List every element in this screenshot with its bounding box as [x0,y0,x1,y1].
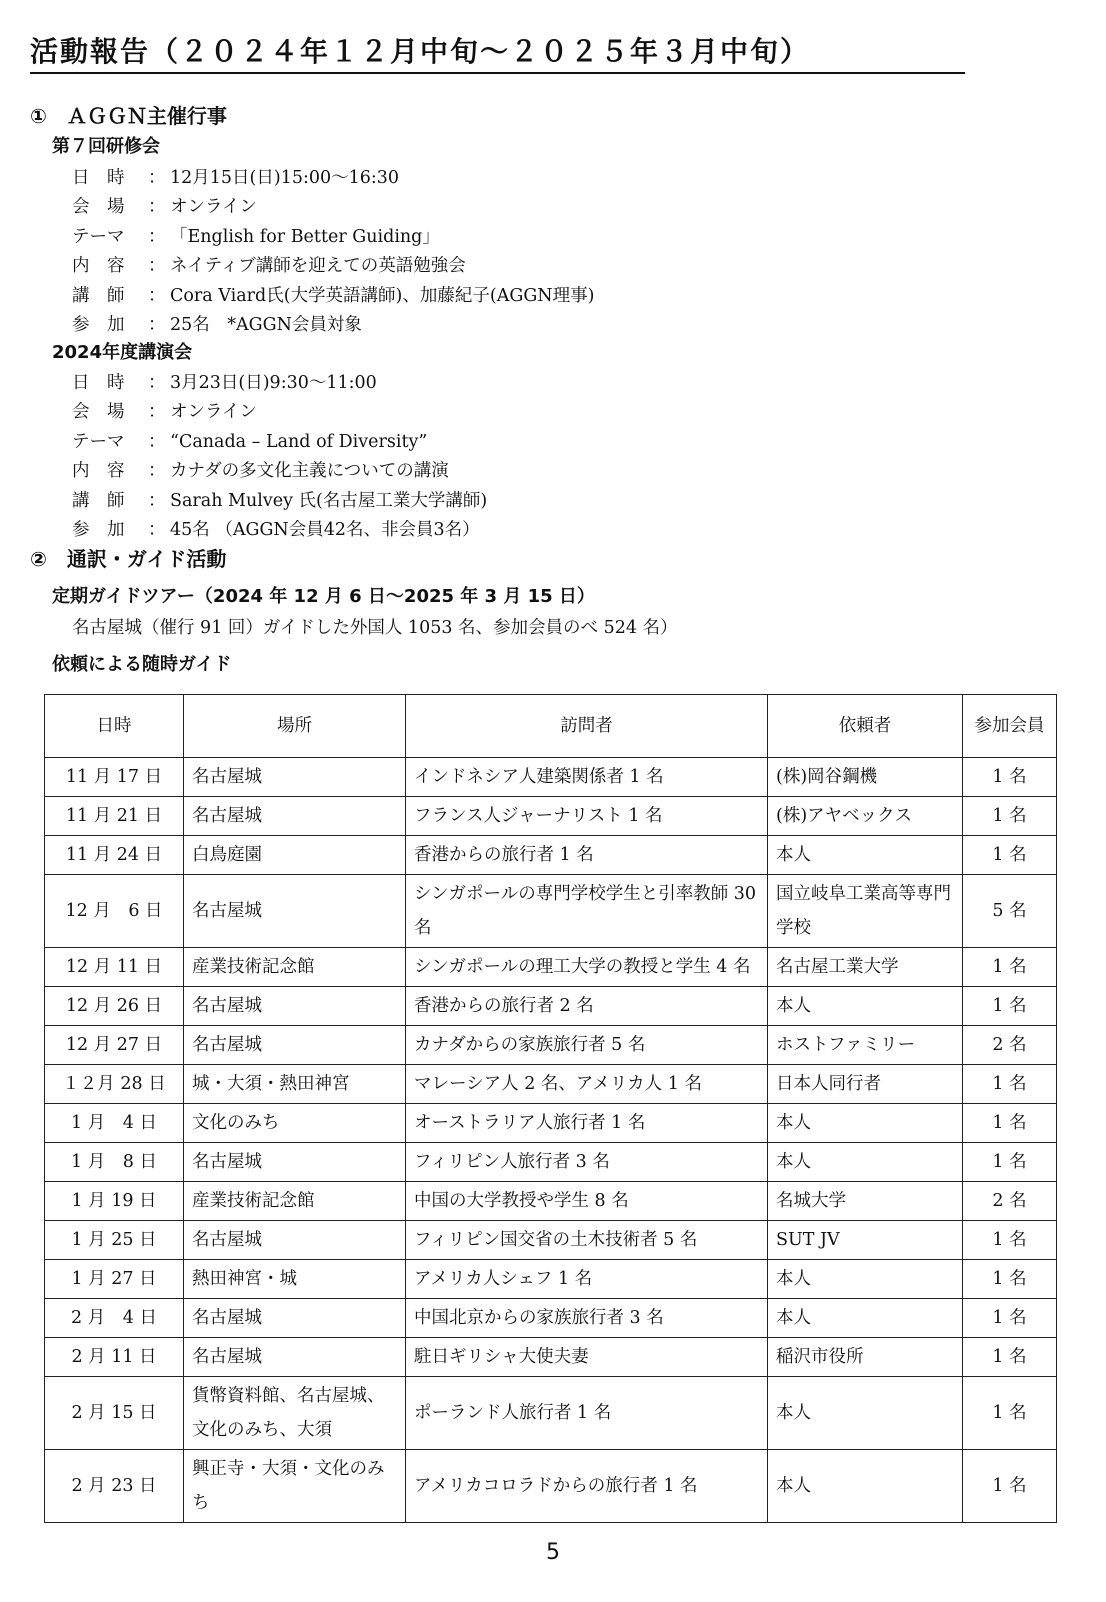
cell-date: 11 月 24 日 [45,836,184,875]
cell-members: 1 名 [963,948,1057,987]
detail-colon: ： [148,168,166,188]
detail-row [72,166,399,190]
event2-heading: 2024年度講演会 [52,342,193,363]
header-place: 場所 [184,695,406,758]
detail-label: 参 加 [72,520,125,540]
cell-visitor: マレーシア人 2 名、アメリカ人 1 名 [406,1065,768,1104]
table-row [45,1065,1057,1104]
section1-heading: ① ＡＧＧＮ主催行事 [30,104,227,128]
detail-value: Sarah Mulvey 氏(名古屋工業大学講師) [170,490,488,511]
detail-row [72,371,377,395]
cell-date: 1 月 19 日 [45,1182,184,1221]
cell-members: 1 名 [963,797,1057,836]
cell-place: 名古屋城 [184,1338,406,1377]
detail-row [72,489,487,513]
cell-visitor: シンガポールの理工大学の教授と学生 4 名 [406,948,768,987]
detail-value: 12月15日(日)15:00～16:30 [170,168,400,188]
cell-visitor: フィリピン国交省の土木技術者 5 名 [406,1221,768,1260]
cell-requester: ホストファミリー [768,1026,963,1065]
cell-requester: (株)アヤベックス [768,797,963,836]
cell-members: 1 名 [963,1143,1057,1182]
cell-requester: 本人 [768,1450,963,1523]
cell-date: 12 月 26 日 [45,987,184,1026]
detail-colon: ： [148,431,166,452]
detail-row [72,459,449,483]
table-row [45,1143,1057,1182]
detail-label: 参 加 [72,315,125,335]
guide-table [44,694,1057,1523]
detail-label: 講 師 [72,285,125,306]
cell-members: 1 名 [963,758,1057,797]
detail-row [72,284,594,308]
detail-value: Cora Viard氏(大学英語講師)、加藤紀子(AGGN理事) [170,285,595,306]
cell-place: 名古屋城 [184,1221,406,1260]
tour-text: 名古屋城（催行 91 回）ガイドした外国人 1053 名、参加会員のべ 524 名） [72,618,678,638]
cell-date: 1 月 25 日 [45,1221,184,1260]
cell-place: 名古屋城 [184,1026,406,1065]
detail-colon: ： [148,373,166,393]
table-row [45,1377,1057,1450]
cell-date: 2 月 4 日 [45,1299,184,1338]
cell-date: 2 月 11 日 [45,1338,184,1377]
table-row [45,1260,1057,1299]
cell-place: 興正寺・大須・文化のみち [184,1450,406,1523]
detail-value: ネイティブ講師を迎えての英語勉強会 [170,256,466,277]
cell-place: 名古屋城 [184,987,406,1026]
detail-label: 日 時 [72,373,125,393]
cell-members: 5 名 [963,875,1057,948]
header-members: 参加会員 [963,695,1057,758]
cell-visitor: カナダからの家族旅行者 5 名 [406,1026,768,1065]
cell-place: 名古屋城 [184,1143,406,1182]
cell-date: 12 月 27 日 [45,1026,184,1065]
tour-heading: 定期ガイドツアー（2024 年 12 月 6 日～2025 年 3 月 15 日） [52,586,595,607]
cell-requester: SUT JV [768,1221,963,1260]
detail-colon: ： [148,315,166,335]
cell-date: 2 月 23 日 [45,1450,184,1523]
cell-members: 1 名 [963,1377,1057,1450]
detail-colon: ： [148,490,166,511]
table-row [45,1026,1057,1065]
table-row [45,1182,1057,1221]
detail-value: “Canada – Land of Diversity” [170,431,428,452]
cell-members: 1 名 [963,987,1057,1026]
header-requester: 依頼者 [768,695,963,758]
cell-members: 1 名 [963,1450,1057,1523]
table-row [45,1221,1057,1260]
cell-requester: 本人 [768,987,963,1026]
detail-value: 45名 （AGGN会員42名、非会員3名） [170,520,480,540]
detail-row [72,313,362,337]
cell-requester: 稲沢市役所 [768,1338,963,1377]
detail-value: 「English for Better Guiding」 [170,226,440,247]
cell-place: 産業技術記念館 [184,1182,406,1221]
cell-date: 12 月 6 日 [45,875,184,948]
cell-members: 2 名 [963,1026,1057,1065]
detail-value: カナダの多文化主義についての講演 [170,461,449,482]
cell-visitor: アメリカ人シェフ 1 名 [406,1260,768,1299]
cell-visitor: 中国北京からの家族旅行者 3 名 [406,1299,768,1338]
cell-visitor: 香港からの旅行者 2 名 [406,987,768,1026]
cell-place: 熱田神宮・城 [184,1260,406,1299]
table-row [45,1104,1057,1143]
event1-heading: 第７回研修会 [52,136,160,157]
detail-label: 会 場 [72,197,125,218]
page-title: 活動報告（２０２４年１２月中旬～２０２５年３月中旬） [30,34,965,74]
detail-colon: ： [148,402,166,423]
cell-requester: 本人 [768,1104,963,1143]
section2-heading: ② 通訳・ガイド活動 [30,547,227,571]
cell-requester: 本人 [768,836,963,875]
table-row [45,1338,1057,1377]
cell-place: 名古屋城 [184,875,406,948]
table-row [45,1299,1057,1338]
request-guide-heading: 依頼による随時ガイド [52,654,232,675]
detail-value: 25名 *AGGN会員対象 [170,315,362,335]
detail-label: テーマ [72,431,125,452]
cell-visitor: フィリピン人旅行者 3 名 [406,1143,768,1182]
cell-date: 1 月 8 日 [45,1143,184,1182]
detail-label: 会 場 [72,402,125,423]
cell-place: 名古屋城 [184,797,406,836]
cell-members: 1 名 [963,1338,1057,1377]
header-date: 日時 [45,695,184,758]
cell-visitor: アメリカコロラドからの旅行者 1 名 [406,1450,768,1523]
detail-colon: ： [148,520,166,540]
cell-requester: 国立岐阜工業高等専門学校 [768,875,963,948]
cell-requester: 名城大学 [768,1182,963,1221]
cell-visitor: 駐日ギリシャ大使夫妻 [406,1338,768,1377]
cell-date: 1 月 27 日 [45,1260,184,1299]
detail-label: テーマ [72,226,125,247]
cell-requester: 本人 [768,1299,963,1338]
cell-members: 1 名 [963,1104,1057,1143]
page-number: 5 [546,1540,560,1565]
cell-visitor: 中国の大学教授や学生 8 名 [406,1182,768,1221]
detail-colon: ： [148,461,166,482]
detail-value: オンライン [170,402,257,423]
detail-row [72,195,257,219]
detail-value: オンライン [170,197,257,218]
cell-place: 名古屋城 [184,758,406,797]
cell-visitor: シンガポールの専門学校学生と引率教師 30 名 [406,875,768,948]
detail-colon: ： [148,285,166,306]
detail-colon: ： [148,197,166,218]
detail-value: 3月23日(日)9:30～11:00 [170,373,377,393]
table-row [45,797,1057,836]
detail-row [72,430,427,454]
cell-place: 文化のみち [184,1104,406,1143]
table-header-row [45,695,1057,758]
cell-requester: 本人 [768,1260,963,1299]
table-row [45,875,1057,948]
cell-members: 1 名 [963,1299,1057,1338]
cell-place: 産業技術記念館 [184,948,406,987]
cell-requester: 本人 [768,1143,963,1182]
detail-label: 内 容 [72,256,125,277]
cell-date: 12 月 11 日 [45,948,184,987]
cell-place: 名古屋城 [184,1299,406,1338]
cell-visitor: 香港からの旅行者 1 名 [406,836,768,875]
detail-label: 日 時 [72,168,125,188]
detail-row [72,518,480,542]
cell-visitor: オーストラリア人旅行者 1 名 [406,1104,768,1143]
cell-date: 1 月 4 日 [45,1104,184,1143]
cell-date: 11 月 21 日 [45,797,184,836]
table-row [45,758,1057,797]
cell-visitor: インドネシア人建築関係者 1 名 [406,758,768,797]
detail-colon: ： [148,226,166,247]
cell-date: １２月 28 日 [45,1065,184,1104]
cell-members: 1 名 [963,1221,1057,1260]
table-row [45,987,1057,1026]
cell-date: 2 月 15 日 [45,1377,184,1450]
cell-place: 白鳥庭園 [184,836,406,875]
cell-members: 1 名 [963,836,1057,875]
detail-colon: ： [148,256,166,277]
table-row [45,948,1057,987]
cell-requester: 日本人同行者 [768,1065,963,1104]
cell-members: 1 名 [963,1065,1057,1104]
cell-requester: (株)岡谷鋼機 [768,758,963,797]
detail-row [72,225,440,249]
table-row [45,836,1057,875]
header-visitor: 訪問者 [406,695,768,758]
detail-row [72,400,257,424]
cell-visitor: ポーランド人旅行者 1 名 [406,1377,768,1450]
cell-place: 城・大須・熱田神宮 [184,1065,406,1104]
detail-row [72,254,466,278]
table-row [45,1450,1057,1523]
cell-date: 11 月 17 日 [45,758,184,797]
cell-requester: 名古屋工業大学 [768,948,963,987]
cell-requester: 本人 [768,1377,963,1450]
cell-visitor: フランス人ジャーナリスト 1 名 [406,797,768,836]
detail-label: 内 容 [72,461,125,482]
cell-place: 貨幣資料館、名古屋城、文化のみち、大須 [184,1377,406,1450]
cell-members: 2 名 [963,1182,1057,1221]
detail-label: 講 師 [72,490,125,511]
cell-members: 1 名 [963,1260,1057,1299]
